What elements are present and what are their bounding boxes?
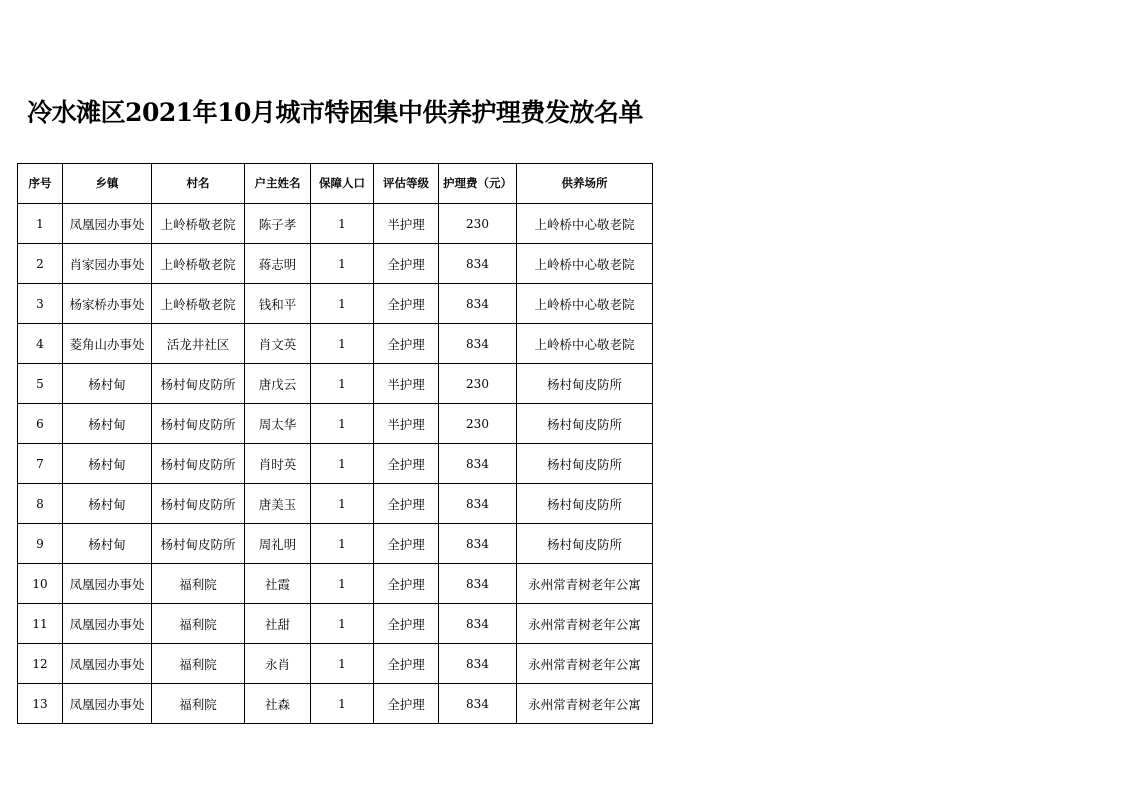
table-row xyxy=(18,324,653,364)
cell-householder: 社甜 xyxy=(245,604,311,644)
cell-assessment-level: 全护理 xyxy=(374,564,439,604)
cell-index: 11 xyxy=(18,604,63,644)
table-row xyxy=(18,404,653,444)
cell-covered-persons: 1 xyxy=(311,284,374,324)
table-row xyxy=(18,244,653,284)
header-village: 村名 xyxy=(152,164,245,204)
cell-township: 杨村甸 xyxy=(63,524,152,564)
cell-village: 杨村甸皮防所 xyxy=(152,444,245,484)
cell-householder: 肖时英 xyxy=(245,444,311,484)
cell-township: 菱角山办事处 xyxy=(63,324,152,364)
cell-index: 4 xyxy=(18,324,63,364)
cell-care-fee: 834 xyxy=(439,564,517,604)
cell-village: 福利院 xyxy=(152,684,245,724)
cell-township: 凤凰园办事处 xyxy=(63,604,152,644)
cell-village: 福利院 xyxy=(152,604,245,644)
cell-covered-persons: 1 xyxy=(311,524,374,564)
cell-covered-persons: 1 xyxy=(311,644,374,684)
table-row xyxy=(18,284,653,324)
cell-care-fee: 834 xyxy=(439,444,517,484)
cell-care-fee: 230 xyxy=(439,364,517,404)
table-row xyxy=(18,444,653,484)
cell-householder: 永肖 xyxy=(245,644,311,684)
cell-care-fee: 834 xyxy=(439,604,517,644)
header-index: 序号 xyxy=(18,164,63,204)
cell-covered-persons: 1 xyxy=(311,444,374,484)
cell-assessment-level: 全护理 xyxy=(374,524,439,564)
table-row xyxy=(18,204,653,244)
cell-assessment-level: 全护理 xyxy=(374,444,439,484)
cell-township: 杨村甸 xyxy=(63,484,152,524)
cell-index: 12 xyxy=(18,644,63,684)
cell-care-facility: 杨村甸皮防所 xyxy=(517,484,653,524)
cell-township: 凤凰园办事处 xyxy=(63,684,152,724)
cell-care-facility: 永州常青树老年公寓 xyxy=(517,564,653,604)
cell-care-facility: 永州常青树老年公寓 xyxy=(517,684,653,724)
cell-covered-persons: 1 xyxy=(311,324,374,364)
cell-township: 凤凰园办事处 xyxy=(63,644,152,684)
cell-index: 9 xyxy=(18,524,63,564)
cell-householder: 钱和平 xyxy=(245,284,311,324)
cell-care-facility: 上岭桥中心敬老院 xyxy=(517,244,653,284)
cell-care-fee: 230 xyxy=(439,404,517,444)
cell-index: 2 xyxy=(18,244,63,284)
cell-township: 杨村甸 xyxy=(63,444,152,484)
cell-care-facility: 杨村甸皮防所 xyxy=(517,524,653,564)
cell-householder: 蒋志明 xyxy=(245,244,311,284)
header-covered-persons: 保障人口 xyxy=(311,164,374,204)
cell-covered-persons: 1 xyxy=(311,244,374,284)
table-row xyxy=(18,604,653,644)
cell-index: 3 xyxy=(18,284,63,324)
header-householder: 户主姓名 xyxy=(245,164,311,204)
cell-covered-persons: 1 xyxy=(311,204,374,244)
cell-householder: 周太华 xyxy=(245,404,311,444)
cell-covered-persons: 1 xyxy=(311,364,374,404)
table-row xyxy=(18,364,653,404)
cell-village: 杨村甸皮防所 xyxy=(152,404,245,444)
cell-index: 13 xyxy=(18,684,63,724)
cell-care-facility: 上岭桥中心敬老院 xyxy=(517,284,653,324)
cell-householder: 唐戊云 xyxy=(245,364,311,404)
cell-assessment-level: 全护理 xyxy=(374,644,439,684)
cell-village: 福利院 xyxy=(152,564,245,604)
cell-covered-persons: 1 xyxy=(311,564,374,604)
cell-village: 福利院 xyxy=(152,644,245,684)
cell-care-facility: 永州常青树老年公寓 xyxy=(517,604,653,644)
cell-assessment-level: 半护理 xyxy=(374,204,439,244)
cell-village: 上岭桥敬老院 xyxy=(152,244,245,284)
cell-index: 10 xyxy=(18,564,63,604)
cell-care-fee: 834 xyxy=(439,284,517,324)
cell-township: 凤凰园办事处 xyxy=(63,204,152,244)
cell-village: 杨村甸皮防所 xyxy=(152,484,245,524)
cell-care-fee: 834 xyxy=(439,684,517,724)
cell-assessment-level: 全护理 xyxy=(374,324,439,364)
header-care-fee: 护理费（元） xyxy=(439,164,517,204)
cell-index: 6 xyxy=(18,404,63,444)
cell-care-facility: 上岭桥中心敬老院 xyxy=(517,204,653,244)
cell-care-facility: 永州常青树老年公寓 xyxy=(517,644,653,684)
table-row xyxy=(18,644,653,684)
cell-care-fee: 834 xyxy=(439,644,517,684)
cell-care-fee: 230 xyxy=(439,204,517,244)
cell-covered-persons: 1 xyxy=(311,684,374,724)
cell-care-fee: 834 xyxy=(439,484,517,524)
table-row xyxy=(18,564,653,604)
table-row xyxy=(18,484,653,524)
cell-assessment-level: 全护理 xyxy=(374,484,439,524)
cell-householder: 周礼明 xyxy=(245,524,311,564)
table-body xyxy=(18,204,653,724)
cell-township: 杨村甸 xyxy=(63,364,152,404)
cell-householder: 肖文英 xyxy=(245,324,311,364)
cell-assessment-level: 全护理 xyxy=(374,604,439,644)
cell-care-facility: 上岭桥中心敬老院 xyxy=(517,324,653,364)
cell-index: 7 xyxy=(18,444,63,484)
cell-care-facility: 杨村甸皮防所 xyxy=(517,444,653,484)
document-title: 冷水滩区2021年10月城市特困集中供养护理费发放名单 xyxy=(27,98,643,127)
cell-assessment-level: 全护理 xyxy=(374,684,439,724)
cell-village: 上岭桥敬老院 xyxy=(152,204,245,244)
cell-assessment-level: 全护理 xyxy=(374,284,439,324)
cell-householder: 社森 xyxy=(245,684,311,724)
cell-village: 上岭桥敬老院 xyxy=(152,284,245,324)
cell-village: 杨村甸皮防所 xyxy=(152,364,245,404)
cell-householder: 唐美玉 xyxy=(245,484,311,524)
header-township: 乡镇 xyxy=(63,164,152,204)
cell-covered-persons: 1 xyxy=(311,604,374,644)
cell-village: 杨村甸皮防所 xyxy=(152,524,245,564)
cell-care-facility: 杨村甸皮防所 xyxy=(517,364,653,404)
cell-township: 杨家桥办事处 xyxy=(63,284,152,324)
payment-roster-table xyxy=(17,163,653,724)
table-row xyxy=(18,684,653,724)
cell-assessment-level: 半护理 xyxy=(374,404,439,444)
cell-village: 活龙井社区 xyxy=(152,324,245,364)
cell-care-facility: 杨村甸皮防所 xyxy=(517,404,653,444)
cell-index: 1 xyxy=(18,204,63,244)
cell-covered-persons: 1 xyxy=(311,404,374,444)
cell-township: 凤凰园办事处 xyxy=(63,564,152,604)
cell-township: 杨村甸 xyxy=(63,404,152,444)
cell-care-fee: 834 xyxy=(439,244,517,284)
cell-care-fee: 834 xyxy=(439,524,517,564)
cell-covered-persons: 1 xyxy=(311,484,374,524)
table-row xyxy=(18,524,653,564)
header-assessment-level: 评估等级 xyxy=(374,164,439,204)
cell-care-fee: 834 xyxy=(439,324,517,364)
header-care-facility: 供养场所 xyxy=(517,164,653,204)
cell-township: 肖家园办事处 xyxy=(63,244,152,284)
cell-householder: 社霞 xyxy=(245,564,311,604)
cell-assessment-level: 半护理 xyxy=(374,364,439,404)
cell-householder: 陈子孝 xyxy=(245,204,311,244)
cell-index: 8 xyxy=(18,484,63,524)
table-header-row xyxy=(18,164,653,204)
cell-index: 5 xyxy=(18,364,63,404)
cell-assessment-level: 全护理 xyxy=(374,244,439,284)
